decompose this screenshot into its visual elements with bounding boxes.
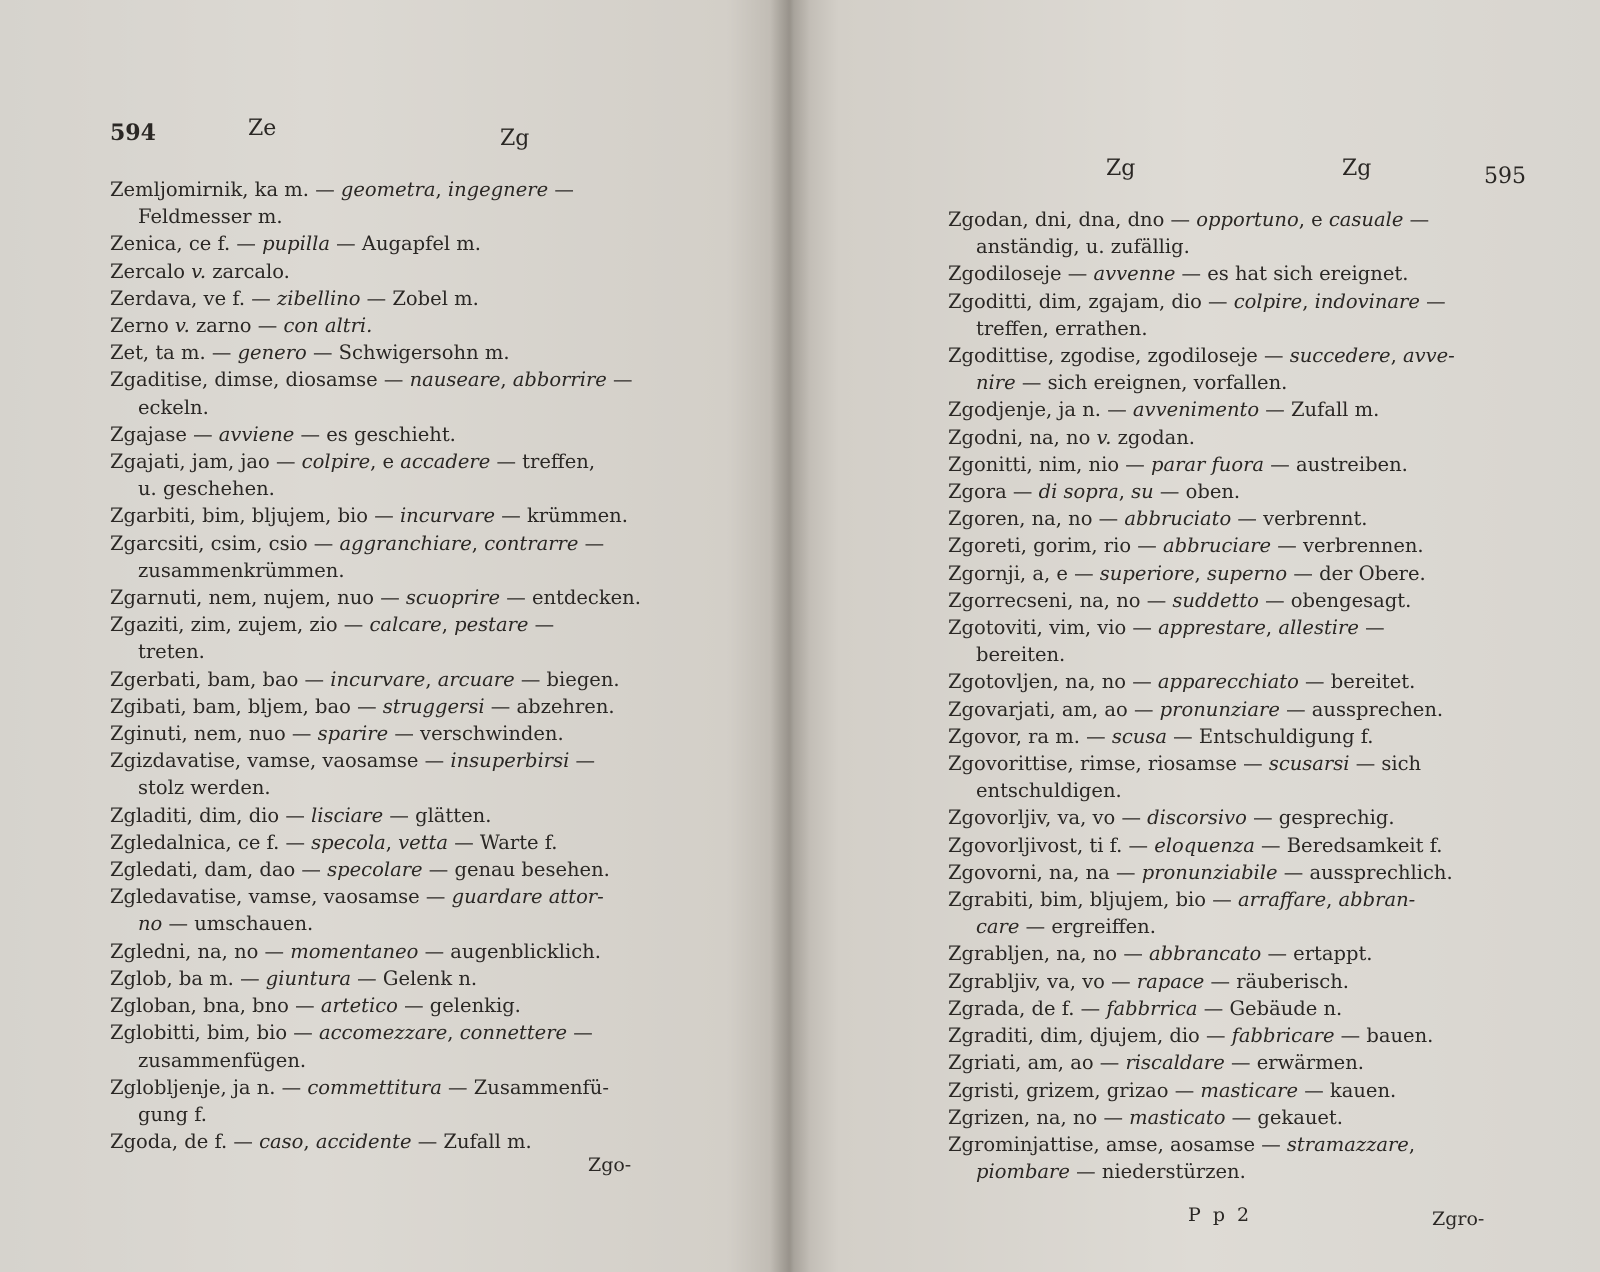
italian-gloss: nauseare: [409, 368, 501, 392]
dictionary-entry: [110, 1019, 710, 1073]
entry-text: Zercalo: [110, 259, 192, 283]
entry-text: , e: [370, 450, 401, 474]
italian-gloss: v.: [191, 259, 207, 283]
italian-gloss: parar fuora: [1151, 452, 1265, 476]
entry-text: Zgovarjati, am, ao —: [948, 697, 1160, 721]
entry-text: — ertappt.: [1261, 942, 1373, 966]
italian-gloss: accadere: [400, 450, 491, 474]
page-number: 595: [1484, 164, 1526, 189]
dictionary-entry: [948, 587, 1548, 614]
entry-text: — verschwinden.: [388, 722, 564, 746]
dictionary-entry: [948, 396, 1548, 423]
italian-gloss: incurvare: [399, 504, 496, 528]
entry-text: ,: [447, 1021, 460, 1045]
dictionary-entry: [948, 1049, 1548, 1076]
dictionary-entry: [110, 666, 710, 693]
italian-gloss: no: [138, 912, 163, 936]
entry-text: — Gebäude n.: [1197, 996, 1343, 1020]
dictionary-entry: [948, 1104, 1548, 1131]
entry-text: — bereitet.: [1298, 670, 1416, 694]
entry-text: Zgarnuti, nem, nujem, nuo —: [110, 586, 406, 610]
italian-gloss: zibellino: [276, 286, 361, 310]
entry-text: bereiten.: [976, 643, 1066, 667]
dictionary-entry: [110, 312, 710, 339]
dictionary-entry: [110, 339, 710, 366]
entry-text: —: [1419, 289, 1446, 313]
italian-gloss: accidente: [315, 1130, 412, 1154]
entry-text: , e: [1298, 208, 1329, 231]
dictionary-entry: [948, 478, 1548, 505]
italian-gloss: v.: [174, 314, 190, 338]
dictionary-entry: [948, 804, 1548, 831]
entry-text: — ergreiffen.: [1019, 915, 1156, 939]
entry-text: — es geschieht.: [294, 422, 456, 446]
entry-text: — Zufall m.: [411, 1130, 532, 1154]
entry-text: ,: [303, 1130, 316, 1154]
entry-text: —: [1403, 208, 1430, 231]
italian-gloss: giuntura: [265, 966, 351, 990]
entry-text: Zgledni, na, no —: [110, 939, 291, 963]
italian-gloss: connettere: [459, 1021, 568, 1045]
italian-gloss: fabbricare: [1231, 1024, 1335, 1048]
entry-text: — Schwigersohn m.: [306, 341, 510, 365]
italian-gloss: abbran-: [1338, 888, 1416, 912]
entry-text: — entdecken.: [500, 586, 641, 610]
italian-gloss: pestare: [454, 613, 529, 637]
entry-text: Zerno: [110, 314, 175, 338]
italian-gloss: vetta: [398, 830, 448, 854]
italian-gloss: suddetto: [1172, 588, 1259, 612]
entry-text: Zgoren, na, no —: [948, 507, 1125, 531]
entry-text: Zgibati, bam, bljem, bao —: [110, 694, 383, 718]
entry-text: Zgledati, dam, dao —: [110, 858, 328, 882]
entry-text: Zgerbati, bam, bao —: [110, 667, 331, 691]
italian-gloss: geometra: [340, 178, 436, 201]
entry-text: Zgodittise, zgodise, zgodiloseje —: [948, 344, 1290, 368]
entry-text: Zgrabiti, bim, bljujem, bio —: [948, 888, 1238, 912]
catchword: Zgro-: [1432, 1208, 1485, 1230]
entry-text: Zgaziti, zim, zujem, zio —: [110, 613, 370, 637]
right-page: [790, 0, 1600, 1272]
entry-text: —: [567, 1021, 593, 1045]
entry-text: Zgajase —: [110, 422, 219, 446]
entry-text: ,: [1118, 480, 1132, 504]
entry-text: Zemljomirnik, ka m. —: [110, 178, 341, 201]
entry-list: [948, 206, 1548, 1185]
dictionary-entry: [948, 424, 1548, 451]
entry-text: — es hat sich ereignet.: [1175, 262, 1409, 286]
italian-gloss: caso: [259, 1130, 304, 1154]
entry-text: —: [548, 178, 574, 201]
italian-gloss: superno: [1206, 561, 1288, 585]
entry-text: Zgodiloseje —: [948, 262, 1094, 286]
dictionary-entry: [948, 940, 1548, 967]
entry-text: zusammenfügen.: [138, 1048, 307, 1072]
italian-gloss: casuale: [1328, 208, 1404, 231]
italian-gloss: con altri.: [283, 314, 373, 338]
running-head-right: Zg: [1342, 156, 1372, 181]
dictionary-entry: [948, 532, 1548, 559]
entry-text: zgodan.: [1111, 425, 1195, 449]
dictionary-entry: [948, 750, 1548, 804]
dictionary-entry: [948, 560, 1548, 587]
left-page: [0, 0, 790, 1272]
entry-text: Zglobitti, bim, bio —: [110, 1021, 319, 1045]
italian-gloss: contrarre: [484, 531, 579, 555]
italian-gloss: scuoprire: [405, 586, 501, 610]
italian-gloss: masticare: [1200, 1078, 1298, 1102]
entry-text: — Warte f.: [448, 830, 558, 854]
entry-text: — Zufall m.: [1259, 398, 1380, 422]
italian-gloss: pronunziare: [1159, 697, 1280, 721]
entry-text: ,: [1302, 289, 1315, 313]
entry-text: Zet, ta m. —: [110, 341, 238, 365]
entry-text: — niederstürzen.: [1069, 1160, 1246, 1184]
italian-gloss: commettitura: [307, 1075, 442, 1099]
italian-gloss: abbruciato: [1124, 507, 1232, 531]
entry-text: — sich: [1349, 752, 1422, 776]
entry-text: anständig, u. zufällig.: [976, 235, 1190, 259]
italian-gloss: avviene: [218, 422, 295, 446]
italian-gloss: incurvare: [330, 667, 426, 691]
italian-gloss: specolare: [327, 858, 423, 882]
italian-gloss: allestire: [1278, 616, 1359, 640]
entry-text: Zglob, ba m. —: [110, 966, 266, 990]
entry-text: ,: [1194, 561, 1207, 585]
italian-gloss: masticato: [1129, 1105, 1226, 1129]
dictionary-entry: [948, 1022, 1548, 1049]
dictionary-entry: [948, 1077, 1548, 1104]
entry-text: Zgrada, de f. —: [948, 996, 1107, 1020]
page-number: 594: [110, 120, 156, 146]
entry-text: zarcalo.: [206, 259, 290, 283]
dictionary-entry: [948, 260, 1548, 287]
running-head-left: Ze: [248, 116, 277, 141]
running-head-right: Zg: [500, 126, 530, 151]
italian-gloss: aggranchiare: [339, 531, 472, 555]
dictionary-entry: [948, 723, 1548, 750]
entry-text: zarno —: [189, 314, 284, 338]
italian-gloss: ingegnere: [447, 178, 549, 201]
dictionary-entry: [110, 258, 710, 285]
entry-text: — biegen.: [514, 667, 620, 691]
dictionary-entry: [110, 1074, 710, 1128]
dictionary-entry: [110, 1128, 710, 1155]
entry-text: — treffen,: [490, 450, 596, 474]
dictionary-entry: [110, 611, 710, 665]
entry-text: — Zobel m.: [360, 286, 479, 310]
entry-text: Zgarbiti, bim, bljujem, bio —: [110, 504, 400, 528]
dictionary-entry: [948, 832, 1548, 859]
dictionary-entry: [948, 342, 1548, 396]
italian-gloss: opportuno: [1196, 208, 1299, 231]
entry-text: — aussprechen.: [1279, 697, 1444, 721]
entry-text: Zgovor, ra m. —: [948, 724, 1112, 748]
entry-text: treten.: [138, 640, 205, 664]
entry-text: — sich ereignen, vorfallen.: [1015, 371, 1288, 395]
italian-gloss: apprestare: [1158, 616, 1266, 640]
dictionary-entry: [110, 421, 710, 448]
entry-text: Zerdava, ve f. —: [110, 286, 277, 310]
italian-gloss: abbrancato: [1149, 942, 1262, 966]
italian-gloss: stramazzare: [1286, 1132, 1409, 1156]
dictionary-entry: [110, 965, 710, 992]
italian-gloss: colpire: [1233, 289, 1303, 313]
entry-text: ,: [441, 613, 455, 637]
italian-gloss: guardare attor-: [451, 885, 604, 909]
dictionary-entry: [948, 995, 1548, 1022]
entry-text: Zgladiti, dim, dio —: [110, 803, 312, 827]
italian-gloss: riscaldare: [1125, 1051, 1225, 1075]
entry-text: ,: [500, 368, 513, 392]
italian-gloss: care: [976, 915, 1020, 939]
dictionary-entry: [110, 530, 710, 584]
entry-text: Zgovorljivost, ti f. —: [948, 833, 1155, 857]
dictionary-entry: [948, 206, 1548, 260]
italian-gloss: insuperbirsi: [450, 749, 570, 773]
entry-text: ,: [385, 830, 399, 854]
entry-text: — Augapfel m.: [329, 232, 481, 256]
italian-gloss: pupilla: [262, 232, 330, 256]
entry-text: ,: [471, 531, 485, 555]
entry-text: —: [569, 749, 596, 773]
dictionary-entry: [110, 802, 710, 829]
entry-text: — genau besehen.: [422, 858, 610, 882]
entry-text: ,: [1390, 344, 1403, 368]
entry-text: Zgledavatise, vamse, vaosamse —: [110, 885, 452, 909]
entry-text: Zgotoviti, vim, vio —: [948, 616, 1159, 640]
dictionary-entry: [948, 505, 1548, 532]
entry-text: gung f.: [138, 1102, 208, 1126]
entry-text: — augenblicklich.: [418, 939, 601, 963]
entry-text: zusammenkrümmen.: [138, 558, 345, 582]
entry-text: Zgrabljiv, va, vo —: [948, 969, 1137, 993]
dictionary-entry: [948, 288, 1548, 342]
italian-gloss: genero: [237, 341, 307, 365]
dictionary-entry: [110, 285, 710, 312]
italian-gloss: fabbrrica: [1106, 996, 1198, 1020]
dictionary-entry: [948, 886, 1548, 940]
entry-text: Zgrabljen, na, no —: [948, 942, 1150, 966]
italian-gloss: avvenne: [1093, 262, 1176, 286]
italian-gloss: scusarsi: [1268, 752, 1350, 776]
italian-gloss: avvenimento: [1132, 398, 1260, 422]
italian-gloss: artetico: [320, 994, 398, 1018]
entry-text: — gesprechig.: [1246, 806, 1395, 830]
entry-text: Zgoditti, dim, zgajam, dio —: [948, 289, 1234, 313]
catchword: Zgo-: [588, 1154, 632, 1176]
dictionary-entry: [948, 968, 1548, 995]
entry-text: stolz werden.: [138, 776, 271, 800]
entry-text: Zgorrecseni, na, no —: [948, 588, 1173, 612]
entry-text: —: [1358, 616, 1385, 640]
italian-gloss: succedere: [1289, 344, 1391, 368]
italian-gloss: colpire: [301, 450, 371, 474]
italian-gloss: arcuare: [437, 667, 515, 691]
entry-text: Zgoreti, gorim, rio —: [948, 534, 1163, 558]
italian-gloss: nire: [976, 371, 1016, 395]
entry-text: eckeln.: [138, 395, 209, 419]
entry-text: Zenica, ce f. —: [110, 232, 263, 256]
italian-gloss: specola: [311, 830, 386, 854]
entry-text: Zgoda, de f. —: [110, 1130, 260, 1154]
dictionary-entry: [948, 451, 1548, 478]
italian-gloss: scusa: [1111, 724, 1167, 748]
entry-text: — Beredsamkeit f.: [1254, 833, 1443, 857]
entry-text: u. geschehen.: [138, 477, 275, 501]
dictionary-entry: [948, 859, 1548, 886]
entry-text: Zginuti, nem, nuo —: [110, 722, 318, 746]
italian-gloss: struggersi: [382, 694, 485, 718]
italian-gloss: apparecchiato: [1157, 670, 1299, 694]
entry-list: [110, 176, 710, 1155]
entry-text: Zgotovljen, na, no —: [948, 670, 1158, 694]
entry-text: — oben.: [1153, 480, 1241, 504]
entry-text: Zgovorittise, rimse, riosamse —: [948, 752, 1269, 776]
entry-text: — erwärmen.: [1224, 1051, 1364, 1075]
entry-text: — krümmen.: [495, 504, 628, 528]
entry-text: — der Obere.: [1287, 561, 1426, 585]
entry-text: — kauen.: [1298, 1078, 1397, 1102]
italian-gloss: di sopra: [1038, 480, 1119, 504]
entry-text: Feldmesser m.: [138, 205, 283, 229]
entry-text: ,: [1265, 616, 1279, 640]
dictionary-entry: [110, 502, 710, 529]
entry-text: Zgrominjattise, amse, aosamse —: [948, 1132, 1287, 1156]
entry-text: —: [606, 368, 633, 392]
entry-text: — Gelenk n.: [350, 966, 478, 990]
entry-text: entschuldigen.: [976, 779, 1122, 803]
running-head-left: Zg: [1106, 156, 1136, 181]
entry-text: —: [528, 613, 555, 637]
italian-gloss: abbruciare: [1162, 534, 1272, 558]
italian-gloss: avve-: [1402, 344, 1455, 368]
dictionary-entry: [110, 829, 710, 856]
entry-text: Zglobljenje, ja n. —: [110, 1075, 308, 1099]
italian-gloss: superiore: [1099, 561, 1195, 585]
entry-text: Zgledalnica, ce f. —: [110, 830, 312, 854]
entry-text: Zgovorni, na, na —: [948, 860, 1142, 884]
entry-text: Zgajati, jam, jao —: [110, 450, 302, 474]
italian-gloss: indovinare: [1314, 289, 1420, 313]
entry-text: Zgonitti, nim, nio —: [948, 452, 1151, 476]
entry-text: Zgodni, na, no: [948, 425, 1097, 449]
italian-gloss: eloquenza: [1154, 833, 1255, 857]
dictionary-entry: [948, 668, 1548, 695]
entry-text: — Entschuldigung f.: [1166, 724, 1374, 748]
italian-gloss: momentaneo: [290, 939, 419, 963]
dictionary-entry: [110, 693, 710, 720]
entry-text: ,: [435, 178, 448, 201]
entry-text: Zgriati, am, ao —: [948, 1051, 1126, 1075]
entry-text: ,: [1326, 888, 1339, 912]
dictionary-entry: [110, 720, 710, 747]
entry-text: Zgodjenje, ja n. —: [948, 398, 1133, 422]
entry-text: ,: [425, 667, 438, 691]
dictionary-entry: [110, 992, 710, 1019]
entry-text: Zgarcsiti, csim, csio —: [110, 531, 340, 555]
dictionary-entry: [948, 614, 1548, 668]
dictionary-entry: [110, 584, 710, 611]
italian-gloss: sparire: [317, 722, 389, 746]
entry-text: — verbrennen.: [1271, 534, 1424, 558]
dictionary-entry: [948, 696, 1548, 723]
entry-text: Zgaditise, dimse, diosamse —: [110, 368, 410, 392]
italian-gloss: discorsivo: [1147, 806, 1247, 830]
entry-text: — bauen.: [1334, 1024, 1434, 1048]
dictionary-entry: [110, 747, 710, 801]
entry-text: Zgovorljiv, va, vo —: [948, 806, 1148, 830]
entry-text: Zgizdavatise, vamse, vaosamse —: [110, 749, 451, 773]
entry-text: — verbrennt.: [1231, 507, 1368, 531]
italian-gloss: accomezzare: [319, 1021, 448, 1045]
italian-gloss: pronunziabile: [1141, 860, 1278, 884]
entry-text: — abzehren.: [484, 694, 615, 718]
entry-text: —: [578, 531, 605, 555]
italian-gloss: arraffare: [1237, 888, 1327, 912]
entry-text: — gelenkig.: [397, 994, 521, 1018]
entry-text: Zgristi, grizem, grizao —: [948, 1078, 1201, 1102]
dictionary-entry: [110, 448, 710, 502]
entry-text: Zgraditi, dim, djujem, dio —: [948, 1024, 1232, 1048]
dictionary-entry: [110, 938, 710, 965]
italian-gloss: calcare: [369, 613, 442, 637]
entry-text: Zgloban, bna, bno —: [110, 994, 321, 1018]
italian-gloss: rapace: [1136, 969, 1205, 993]
entry-text: Zgrizen, na, no —: [948, 1105, 1130, 1129]
dictionary-entry: [110, 856, 710, 883]
dictionary-entry: [110, 883, 710, 937]
entry-text: Zgodan, dni, dna, dno —: [948, 208, 1197, 231]
dictionary-entry: [948, 1131, 1548, 1185]
italian-gloss: abborrire: [512, 368, 607, 392]
italian-gloss: v.: [1096, 425, 1112, 449]
entry-text: Zgornji, a, e —: [948, 561, 1100, 585]
signature-mark: P p 2: [1188, 1204, 1253, 1226]
entry-text: — umschauen.: [162, 912, 314, 936]
dictionary-entry: [110, 366, 710, 420]
entry-text: — Zusammenfü-: [441, 1075, 609, 1099]
italian-gloss: lisciare: [311, 803, 384, 827]
entry-text: — austreiben.: [1264, 452, 1408, 476]
entry-text: — gekauet.: [1225, 1105, 1343, 1129]
entry-text: — obengesagt.: [1258, 588, 1412, 612]
italian-gloss: piombare: [976, 1160, 1070, 1184]
entry-text: ,: [1408, 1132, 1416, 1156]
entry-text: Zgora —: [948, 480, 1039, 504]
entry-text: — glätten.: [383, 803, 492, 827]
entry-text: — räuberisch.: [1204, 969, 1349, 993]
dictionary-entry: [110, 230, 710, 257]
entry-text: — aussprechlich.: [1277, 860, 1453, 884]
dictionary-entry: [110, 176, 710, 230]
entry-text: treffen, errathen.: [976, 316, 1148, 340]
italian-gloss: su: [1131, 480, 1154, 504]
